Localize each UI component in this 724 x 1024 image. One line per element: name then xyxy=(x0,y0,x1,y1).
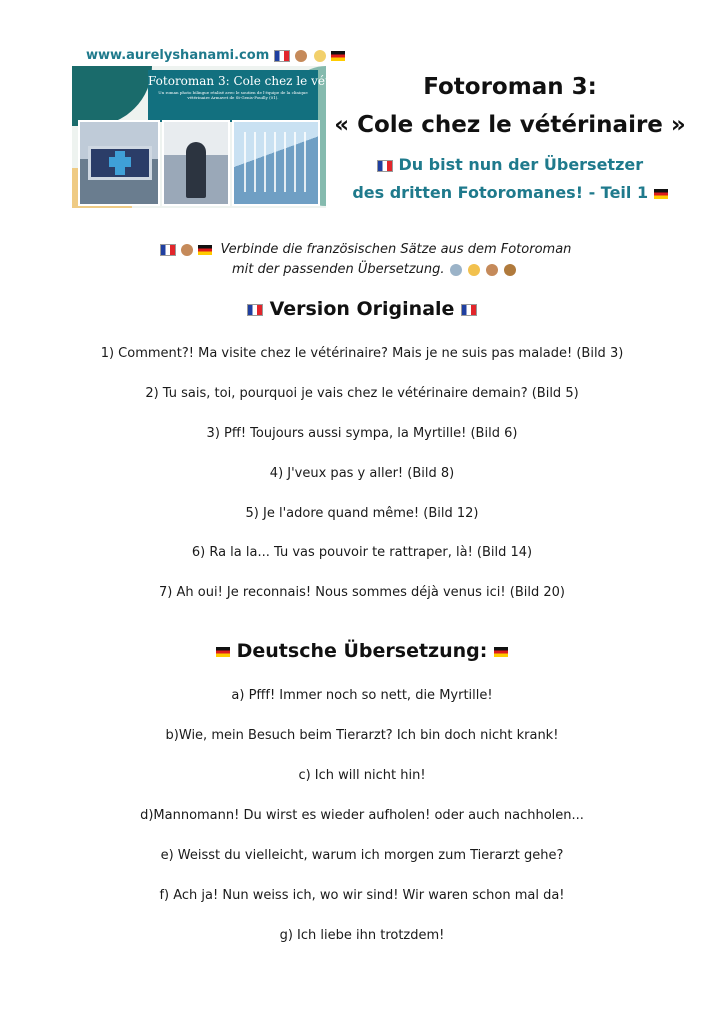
heading-version-originale: Version Originale xyxy=(0,298,724,320)
france-flag-icon xyxy=(160,244,176,256)
french-sentence-5: 5) Je l'adore quand même! (Bild 12) xyxy=(245,506,479,521)
france-flag-icon xyxy=(247,304,263,316)
france-flag-icon xyxy=(461,304,477,316)
page-subtitle-line2: des dritten Fotoromanes! - Teil 1 xyxy=(330,183,690,202)
french-sentence-3: 3) Pff! Toujours aussi sympa, la Myrtille! (Bild 6) xyxy=(206,426,518,441)
german-sentence-c: c) Ich will nicht hin! xyxy=(298,768,426,783)
german-sentence-a: a) Pfff! Immer noch so nett, die Myrtille! xyxy=(231,688,493,703)
french-sentence-4: 4) J'veux pas y aller! (Bild 8) xyxy=(269,466,455,481)
germany-flag-icon xyxy=(331,51,345,61)
page-subtitle-line1: Du bist nun der Übersetzer xyxy=(330,155,690,174)
france-flag-icon xyxy=(377,160,393,172)
german-sentence-b: b)Wie, mein Besuch beim Tierarzt? Ich bin doch nicht krank! xyxy=(165,728,559,743)
cover-title-box xyxy=(148,70,382,122)
french-sentence-6: 6) Ra la la... Tu vas pouvoir te rattraper, là! (Bild 14) xyxy=(191,545,533,560)
dog-emoji-icon xyxy=(504,264,516,276)
german-sentence-e: e) Weisst du vielleicht, warum ich morgen zum Tierarzt gehe? xyxy=(160,848,564,863)
heading-deutsche-uebersetzung: Deutsche Übersetzung: xyxy=(0,640,724,662)
vet-room-photo xyxy=(162,120,230,206)
germany-flag-icon xyxy=(216,647,230,657)
woman-emoji-icon xyxy=(181,244,193,256)
german-sentence-d: d)Mannomann! Du wirst es wieder aufholen! oder auch nachholen... xyxy=(140,808,584,823)
germany-flag-icon xyxy=(494,647,508,657)
france-flag-icon xyxy=(274,50,290,62)
french-sentence-7: 7) Ah oui! Je reconnais! Nous sommes déjà venus ici! (Bild 20) xyxy=(159,585,565,600)
french-sentence-1: 1) Comment?! Ma visite chez le vétérinaire? Mais je ne suis pas malade! (Bild 3) xyxy=(100,346,624,361)
germany-flag-icon xyxy=(654,189,668,199)
cover-title: Fotoroman 3: Cole chez le vétérinaire. xyxy=(148,74,382,88)
cat-emoji-icon xyxy=(468,264,480,276)
french-sentence-2: 2) Tu sais, toi, pourquoi je vais chez le vétérinaire demain? (Bild 5) xyxy=(145,386,579,401)
woman-emoji-icon xyxy=(295,50,307,62)
german-sentence-g: g) Ich liebe ihn trotzdem! xyxy=(279,928,445,943)
pencil-emoji-icon xyxy=(314,50,326,62)
cover-image xyxy=(72,66,382,208)
kennel-photo xyxy=(232,120,320,206)
instruction-line1: Verbinde die französischen Sätze aus dem Fotoroman xyxy=(160,242,640,257)
doctor-emoji-icon xyxy=(450,264,462,276)
page-title-line2: « Cole chez le vétérinaire » xyxy=(334,112,686,138)
page-title-line1: Fotoroman 3: xyxy=(423,74,597,100)
woman-emoji-icon xyxy=(486,264,498,276)
site-url: www.aurelyshanami.com xyxy=(86,48,345,63)
vet-sign-photo xyxy=(78,120,160,206)
cover-subtitle: Un roman photo bilingue réalisé avec le soutien de l'équipe de la clinique vétérinaire Armavet de St-Genis-Pouilly (01). xyxy=(158,90,308,100)
german-sentence-f: f) Ach ja! Nun weiss ich, wo wir sind! Wir waren schon mal da! xyxy=(159,888,565,903)
germany-flag-icon xyxy=(198,245,212,255)
instruction-line2: mit der passenden Übersetzung. xyxy=(232,262,652,277)
